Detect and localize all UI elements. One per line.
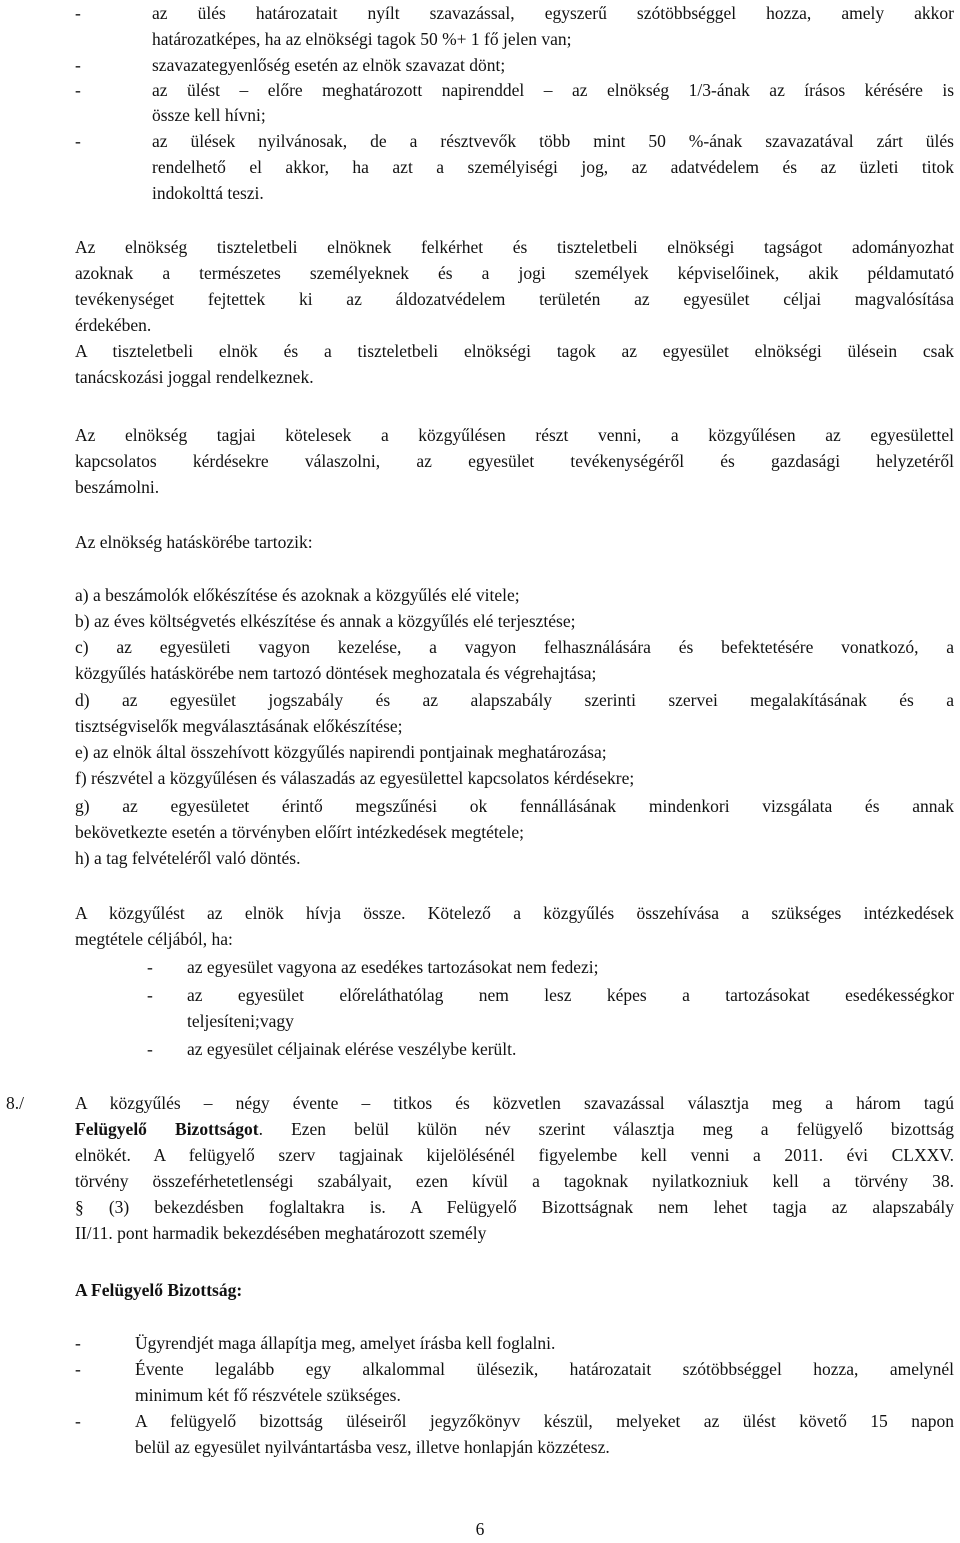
paragraph-line: § (3) bekezdésben foglaltakra is. A Felügyelő Bizottságnak nem lehet tagja az alapszabály xyxy=(75,1197,954,1217)
competence-line: tisztségviselők megválasztásának előkészítése; xyxy=(75,716,403,736)
list-item-text: A felügyelő bizottság üléseiről jegyzőkönyv készül, melyeket az ülést követő 15 napon xyxy=(135,1411,954,1431)
competence-line: h) a tag felvételéről való döntés. xyxy=(75,848,301,868)
list-item-text: az egyesület előreláthatólag nem lesz képes a tartozásokat esedékességkor xyxy=(187,985,954,1005)
list-item-text: össze kell hívni; xyxy=(152,105,266,125)
list-item-text: az ülés határozatait nyílt szavazással, egyszerű szótöbbséggel hozza, amely akkor xyxy=(152,3,954,23)
paragraph-line: A tiszteletbeli elnök és a tiszteletbeli elnökségi tagok az egyesület elnökségi ülésein csak xyxy=(75,341,954,361)
list-dash: - xyxy=(75,55,81,75)
paragraph-line: törvény összeférhetetlenségi szabályait, ezen kívül a tagoknak nyilatkozniuk kell a törvény 38. xyxy=(75,1171,954,1191)
paragraph-line: érdekében. xyxy=(75,315,152,335)
paragraph-line xyxy=(75,1119,954,1140)
list-item-text: az ülést – előre meghatározott napirenddel – az elnökség 1/3-ának az írásos kérésére is xyxy=(152,80,954,100)
paragraph-line: tevékenységet fejtettek ki az áldozatvédelem területén az egyesület céljai magvalósítása xyxy=(75,289,954,309)
competence-line: a) a beszámolók előkészítése és azoknak a közgyűlés elé vitele; xyxy=(75,585,520,605)
competence-line: közgyűlés hatáskörébe nem tartozó döntések meghozatala és végrehajtása; xyxy=(75,663,597,683)
list-item-text: teljesíteni;vagy xyxy=(187,1011,294,1031)
list-dash: - xyxy=(75,1333,81,1353)
paragraph-line: II/11. pont harmadik bekezdésében meghatározott személy xyxy=(75,1223,487,1243)
page-number: 6 xyxy=(475,1519,485,1539)
list-item-text: határozatképes, ha az elnökségi tagok 50 %+ 1 fő jelen van; xyxy=(152,29,572,49)
list-item-text: az egyesület vagyona az esedékes tartozásokat nem fedezi; xyxy=(187,957,599,977)
competence-line: c) az egyesületi vagyon kezelése, a vagyon felhasználására és befektetésére vonatkozó, a xyxy=(75,637,954,657)
list-dash: - xyxy=(75,3,81,23)
paragraph-line: tanácskozási joggal rendelkeznek. xyxy=(75,367,314,387)
list-item-text: az ülések nyilvánosak, de a résztvevők több mint 50 %-ának szavazatával zárt ülés xyxy=(152,131,954,151)
list-dash: - xyxy=(75,1359,81,1379)
paragraph-line: A közgyűlést az elnök hívja össze. Kötelező a közgyűlés összehívása a szükséges intézkedések xyxy=(75,903,954,923)
list-item-text: indokolttá teszi. xyxy=(152,183,264,203)
list-item-text: rendelhető el akkor, ha azt a személyiségi jog, az adatvédelem és az üzleti titok xyxy=(152,157,954,177)
competence-line: e) az elnök által összehívott közgyűlés napirendi pontjainak meghatározása; xyxy=(75,742,607,762)
list-item-text: Évente legalább egy alkalommal ülésezik, határozatait szótöbbséggel hozza, amelynél xyxy=(135,1359,954,1379)
paragraph-line: megtétele céljából, ha: xyxy=(75,929,233,949)
list-dash: - xyxy=(147,1039,153,1059)
list-dash: - xyxy=(75,80,81,100)
list-dash: - xyxy=(147,957,153,977)
list-item-text: az egyesület céljainak elérése veszélybe került. xyxy=(187,1039,517,1059)
competence-line: d) az egyesület jogszabály és az alapszabály szerinti szervei megalakításának és a xyxy=(75,690,954,710)
supervisory-heading: A Felügyelő Bizottság: xyxy=(75,1280,243,1300)
competence-line: bekövetkezte esetén a törvényben előírt intézkedések megtétele; xyxy=(75,822,524,842)
competence-line: b) az éves költségvetés elkészítése és annak a közgyűlés elé terjesztése; xyxy=(75,611,576,631)
paragraph-line: Az elnökség tagjai kötelesek a közgyűlésen részt venni, a közgyűlésen az egyesülettel xyxy=(75,425,954,445)
paragraph-line: Az elnökség tiszteletbeli elnöknek felkérhet és tiszteletbeli elnökségi tagságot adományozhat xyxy=(75,237,954,257)
competence-heading: Az elnökség hatáskörébe tartozik: xyxy=(75,532,313,552)
paragraph-line: azoknak a természetes személyeknek és a jogi személyek képviselőinek, akik példamutató xyxy=(75,263,954,283)
list-item-text: belül az egyesület nyilvántartásba vesz, illetve honlapján közzétesz. xyxy=(135,1437,610,1457)
competence-line: f) részvétel a közgyűlésen és válaszadás az egyesülettel kapcsolatos kérdésekre; xyxy=(75,768,635,788)
paragraph-line: beszámolni. xyxy=(75,477,160,497)
paragraph-line-rest: . Ezen belül külön név szerint választja meg a felügyelő bizottság xyxy=(258,1119,955,1139)
list-item-text: szavazategyenlőség esetén az elnök szavazat dönt; xyxy=(152,55,506,75)
list-dash: - xyxy=(75,1411,81,1431)
list-dash: - xyxy=(75,131,81,151)
paragraph-line: kapcsolatos kérdésekre válaszolni, az egyesület tevékenységéről és gazdasági helyzetéről xyxy=(75,451,954,471)
list-dash: - xyxy=(147,985,153,1005)
list-item-text: Ügyrendjét maga állapítja meg, amelyet írásba kell foglalni. xyxy=(135,1333,556,1353)
supervisory-board-bold: Felügyelő Bizottságot xyxy=(75,1119,259,1139)
competence-line: g) az egyesületet érintő megszűnési ok fennállásának mindenkori vizsgálata és annak xyxy=(75,796,954,816)
paragraph-line: A közgyűlés – négy évente – titkos és közvetlen szavazással választja meg a három tagú xyxy=(75,1093,954,1113)
list-item-text: minimum két fő részvétele szükséges. xyxy=(135,1385,401,1405)
section-number: 8./ xyxy=(6,1093,24,1113)
paragraph-line: elnökét. A felügyelő szerv tagjainak kijelölésénél figyelembe kell venni a 2011. évi CLXXV. xyxy=(75,1145,954,1165)
